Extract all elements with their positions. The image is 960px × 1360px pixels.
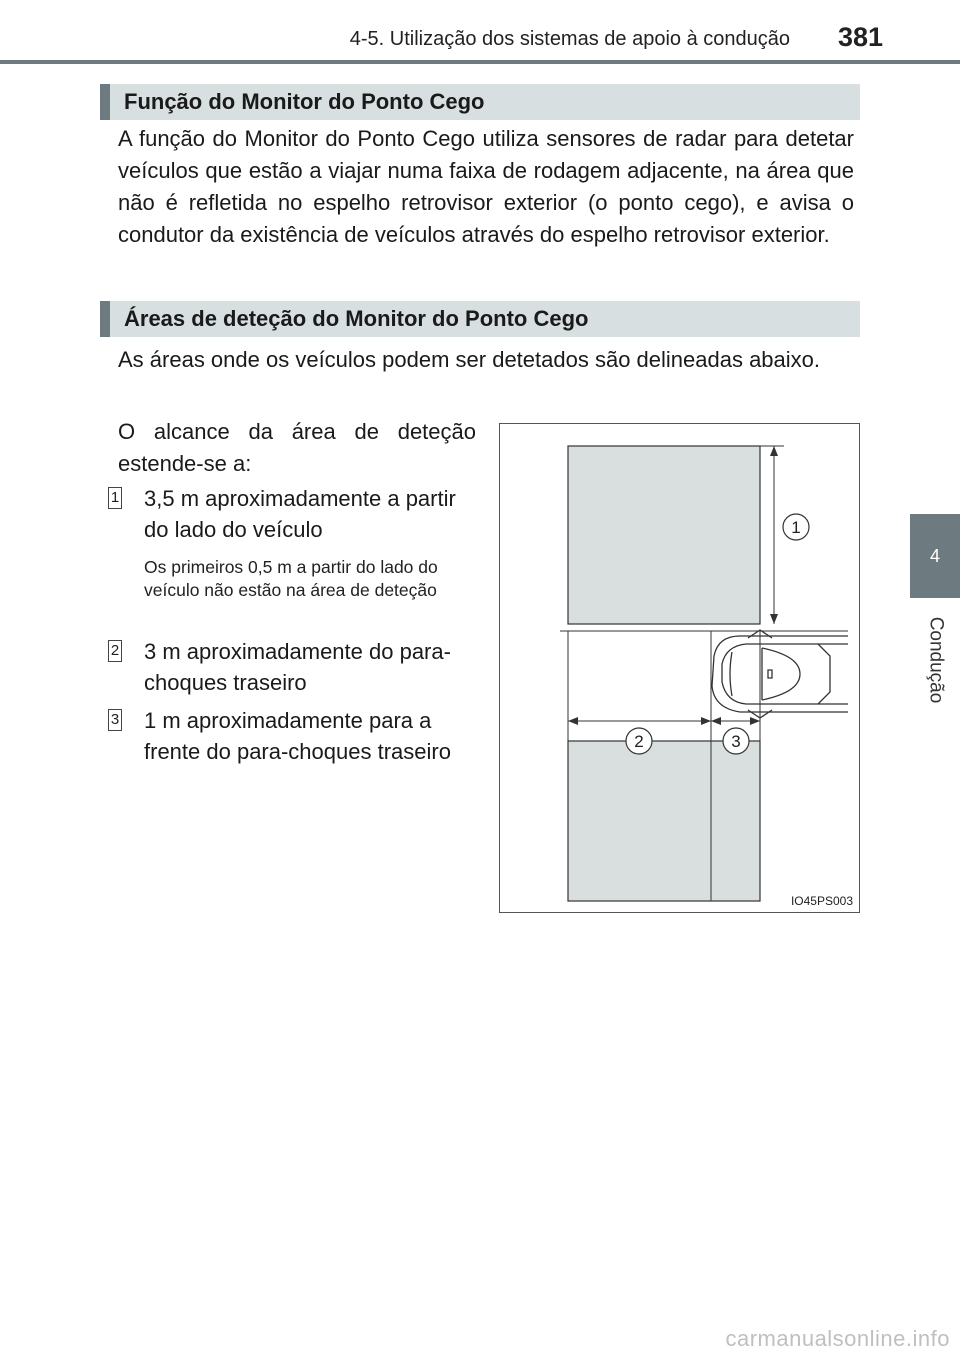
range-intro: O alcance da área de deteção estende-se a: bbox=[118, 419, 476, 476]
item-text-3: 1 m aproximadamente para a frente do para-choques traseiro bbox=[144, 708, 451, 764]
detection-area-diagram bbox=[499, 423, 860, 913]
chapter-tab-label bbox=[925, 605, 945, 715]
label-2-text: 2 bbox=[634, 732, 644, 751]
item-note-1: Os primeiros 0,5 m a partir do lado do veículo não estão na área de deteção bbox=[144, 557, 438, 600]
arrow-head-3-left bbox=[711, 717, 721, 725]
chapter-title: 4-5. Utilização dos sistemas de apoio à condução bbox=[349, 28, 790, 50]
arrow-head-bottom bbox=[770, 614, 778, 624]
item-number-3: 3 bbox=[108, 709, 122, 731]
section-heading-detection-areas: Áreas de deteção do Monitor do Ponto Cego bbox=[100, 301, 860, 337]
section-body-function: A função do Monitor do Ponto Cego utiliza sensores de radar para detetar veículos que estão a viajar numa faixa de rodagem adjacente, na área que não é refletida no espelho retrovisor exterior (o ponto cego), e avisa o condutor da existência de veículos através do espelho retrovisor exterior. bbox=[118, 126, 854, 247]
arrow-head-2-left bbox=[568, 717, 578, 725]
label-1-text: 1 bbox=[791, 518, 801, 537]
label-3-text: 3 bbox=[731, 732, 741, 751]
arrow-head-3-right bbox=[750, 717, 760, 725]
item-number-2: 2 bbox=[108, 640, 122, 662]
section-heading-function: Função do Monitor do Ponto Cego bbox=[100, 84, 860, 120]
figure-code: IO45PS003 bbox=[790, 894, 853, 908]
label-circle-2 bbox=[626, 728, 652, 754]
label-circle-3 bbox=[723, 728, 749, 754]
car-outline bbox=[712, 630, 848, 718]
arrow-head-2-right bbox=[701, 717, 711, 725]
page-number: 381 bbox=[838, 22, 884, 52]
detection-intro: As áreas onde os veículos podem ser detetados são delineadas abaixo. bbox=[118, 347, 821, 372]
item-text-1: 3,5 m aproximadamente a partir do lado do veículo bbox=[144, 486, 456, 542]
diagram-graphic bbox=[500, 424, 861, 914]
label-circle-1 bbox=[783, 514, 809, 540]
arrow-head-top bbox=[770, 446, 778, 456]
item-number-1: 1 bbox=[108, 487, 122, 509]
rear-detection-zone bbox=[568, 741, 760, 901]
header-divider bbox=[0, 60, 960, 64]
chapter-tab[interactable]: 4 bbox=[910, 514, 960, 598]
chapter-tab-label-text: Condução bbox=[925, 616, 946, 704]
item-text-2: 3 m aproximadamente do para-choques traseiro bbox=[144, 639, 451, 695]
watermark: carmanualsonline.info bbox=[725, 1326, 950, 1351]
side-detection-zone bbox=[568, 446, 760, 624]
